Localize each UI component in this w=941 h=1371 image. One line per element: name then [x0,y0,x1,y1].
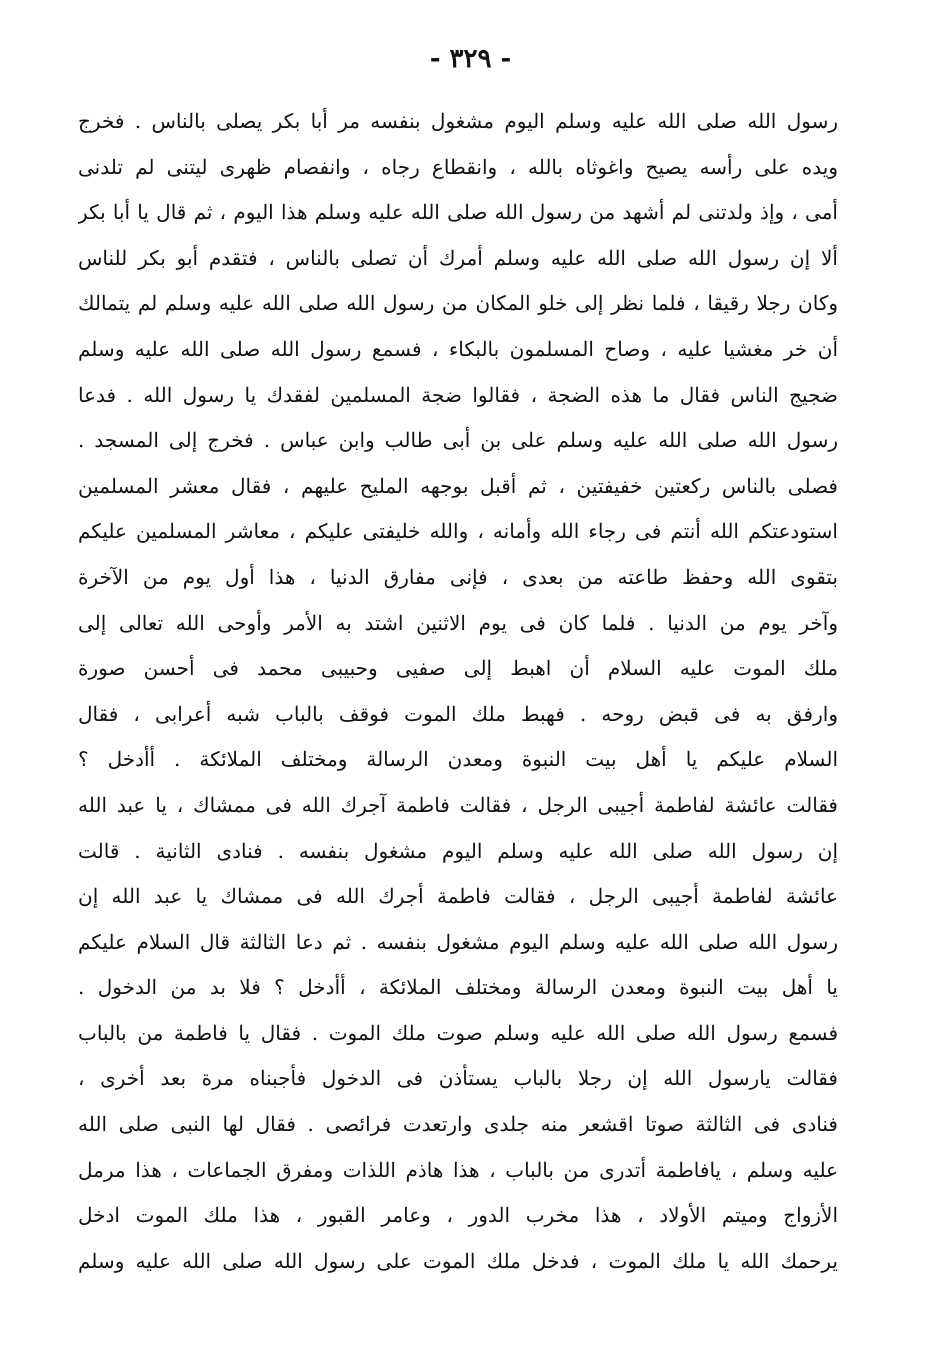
text-line: رسول الله صلى الله عليه وسلم على بن أبى طالب وابن عباس . فخرج إلى المسجد . [78,428,838,453]
text-line: أن خر مغشيا عليه ، وصاح المسلمون بالبكاء ، فسمع رسول الله صلى الله عليه وسلم [78,336,838,361]
text-line: يا أهل بيت النبوة ومعدن الرسالة ومختلف الملائكة ، أأدخل ؟ فلا بد من الدخول . [78,975,838,1000]
page-number: - ٣٢٩ - [429,44,512,74]
text-line: ويده على رأسه يصيح واغوثاه بالله ، وانقطاع رجاه ، وانفصام ظهرى ليتنى لم تلدنى [78,154,838,179]
text-line: فسمع رسول الله صلى الله عليه وسلم صوت ملك الموت . فقال يا فاطمة من بالباب [78,1020,838,1045]
text-line: وكان رجلا رقيقا ، فلما نظر إلى خلو المكان من رسول الله صلى الله عليه وسلم لم يتمالك [78,291,838,316]
text-line: إن رسول الله صلى الله عليه وسلم اليوم مشغول بنفسه . فنادى الثانية . قالت [78,838,838,863]
text-line: استودعتكم الله أنتم فى رجاء الله وأمانه ، والله خليفتى عليكم ، معاشر المسلمين عليكم [78,519,838,544]
text-line: عائشة لفاطمة أجيبى الرجل ، فقالت فاطمة أجرك الله فى ممشاك يا عبد الله إن [78,884,838,909]
body-text [78,99,838,1284]
text-line: عليه وسلم ، يافاطمة أتدرى من بالباب ، هذا هاذم اللذات ومفرق الجماعات ، هذا مرمل [78,1157,838,1182]
text-line: وارفق به فى قبض روحه . فهبط ملك الموت فوقف بالباب شبه أعرابى ، فقال [78,701,838,726]
text-line: أمى ، وإذ ولدتنى لم أشهد من رسول الله صلى الله عليه وسلم هذا اليوم ، ثم قال يا أبا بكر [78,200,838,225]
text-line: رسول الله صلى الله عليه وسلم اليوم مشغول بنفسه . ثم دعا الثالثة قال السلام عليكم [78,929,838,954]
text-line: وآخر يوم من الدنيا . فلما كان فى يوم الاثنين اشتد به الأمر وأوحى الله تعالى إلى [78,610,838,635]
text-line: رسول الله صلى الله عليه وسلم اليوم مشغول بنفسه مر أبا بكر يصلى بالناس . فخرج [78,109,838,133]
text-line: ضجيج الناس فقال ما هذه الضجة ، فقالوا ضجة المسلمين لفقدك يا رسول الله . فدعا [78,382,838,407]
text-line: يرحمك الله يا ملك الموت ، فدخل ملك الموت على رسول الله صلى الله عليه وسلم [78,1248,838,1273]
text-line: السلام عليكم يا أهل بيت النبوة ومعدن الرسالة ومختلف الملائكة . أأدخل ؟ [78,747,838,772]
text-line: فقالت عائشة لفاطمة أجيبى الرجل ، فقالت فاطمة آجرك الله فى ممشاك ، يا عبد الله [78,792,838,817]
text-line: فصلى بالناس ركعتين خفيفتين ، ثم أقبل بوجهه المليح عليهم ، فقال معشر المسلمين [78,473,838,498]
text-line: ملك الموت عليه السلام أن اهبط إلى صفيى وحبيبى محمد فى أحسن صورة [78,656,838,681]
text-line: الأزواج وميتم الأولاد ، هذا مخرب الدور ، وعامر القبور ، هذا ملك الموت ادخل [78,1203,838,1228]
text-line: بتقوى الله وحفظ طاعته من بعدى ، فإنى مفارق الدنيا ، هذا أول يوم من الآخرة [78,564,838,589]
text-line: فقالت يارسول الله إن رجلا بالباب يستأذن فى الدخول فأجبناه مرة بعد أخرى ، [78,1066,838,1091]
text-line: ألا إن رسول الله صلى الله عليه وسلم أمرك أن تصلى بالناس ، فتقدم أبو بكر للناس [78,245,838,270]
text-line: فنادى فى الثالثة صوتا اقشعر منه جلدى وارتعدت فرائصى . فقال لها النبى صلى الله [78,1112,838,1137]
